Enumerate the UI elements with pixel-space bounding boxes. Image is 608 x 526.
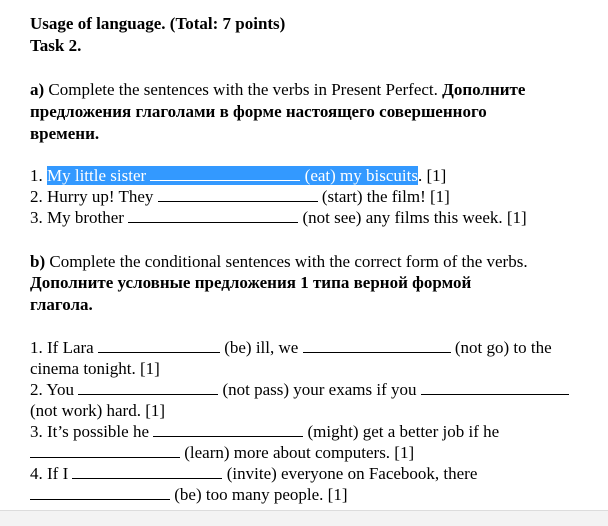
section-a-marker: a) [30, 80, 45, 99]
answer-blank[interactable] [421, 380, 569, 395]
answer-blank[interactable] [303, 338, 451, 353]
section-a-instruction-ru-2: предложения глаголами в форме настоящего совершенного [30, 102, 487, 121]
item-text: My little sister [47, 166, 147, 185]
header-title: Usage of language. (Total: 7 points) [30, 14, 286, 33]
item-text: 2. You [30, 380, 74, 399]
section-a-instruction-line-1 [30, 80, 525, 100]
task-label: Task 2. [30, 36, 82, 55]
answer-blank[interactable] [128, 208, 298, 223]
section-a-item-3 [30, 208, 527, 228]
item-number: 2. [30, 187, 43, 206]
verb-hint: (not go) to the [454, 338, 552, 357]
section-b-instruction-en: Complete the conditional sentences with the correct form of the verbs. [45, 252, 528, 271]
section-b-item-4-line-1 [30, 464, 477, 484]
section-b-item-4-line-2 [30, 485, 348, 505]
verb-hint: (invite) everyone on Facebook, there [226, 464, 478, 483]
section-b-instruction-ru-2: глагола. [30, 295, 93, 314]
verb-hint: (start) the film! [1] [321, 187, 450, 206]
item-text: My brother [47, 208, 124, 227]
verb-hint: (be) ill, we [224, 338, 299, 357]
section-b-item-2-line-1 [30, 380, 569, 400]
answer-blank[interactable] [72, 464, 222, 479]
points-label: . [1] [417, 166, 447, 185]
section-a-instruction-ru-1: Дополните [442, 80, 526, 99]
verb-hint: (not pass) your exams if you [222, 380, 417, 399]
section-b-item-3-line-1 [30, 422, 499, 442]
verb-hint: (learn) more about computers. [1] [184, 443, 415, 462]
section-b-item-1-line-2: cinema tonight. [1] [30, 359, 160, 378]
answer-blank[interactable] [158, 187, 318, 202]
answer-blank[interactable] [98, 338, 220, 353]
section-a-item-2 [30, 187, 450, 207]
item-text: Hurry up! They [47, 187, 154, 206]
answer-blank[interactable] [153, 422, 303, 437]
section-b-marker: b) [30, 252, 46, 271]
answer-blank[interactable] [30, 443, 180, 458]
item-text: 1. If Lara [30, 338, 94, 357]
section-b-item-2-line-2: (not work) hard. [1] [30, 401, 166, 420]
section-a-instruction-ru-3: времени. [30, 124, 100, 143]
selected-text[interactable] [47, 166, 418, 185]
verb-hint: (eat) my biscuits [304, 166, 418, 185]
section-b-item-3-line-2 [30, 443, 414, 463]
verb-hint: (not see) any films this week. [1] [302, 208, 527, 227]
page-bottom-edge [0, 510, 608, 526]
answer-blank[interactable] [150, 166, 300, 181]
section-b-instruction-line-1 [30, 252, 528, 272]
verb-hint: (be) too many people. [1] [174, 485, 348, 504]
section-a-item-1 [30, 166, 446, 186]
section-b-instruction-ru-1: Дополните условные предложения 1 типа верной формой [30, 273, 472, 292]
answer-blank[interactable] [30, 485, 170, 500]
item-number: 1. [30, 166, 43, 185]
item-text: 3. It’s possible he [30, 422, 149, 441]
section-a-instruction-en: Complete the sentences with the verbs in Present Perfect. [44, 80, 443, 99]
item-number: 3. [30, 208, 43, 227]
answer-blank[interactable] [78, 380, 218, 395]
section-b-item-1-line-1 [30, 338, 552, 358]
verb-hint: (might) get a better job if he [307, 422, 500, 441]
item-text: 4. If I [30, 464, 69, 483]
